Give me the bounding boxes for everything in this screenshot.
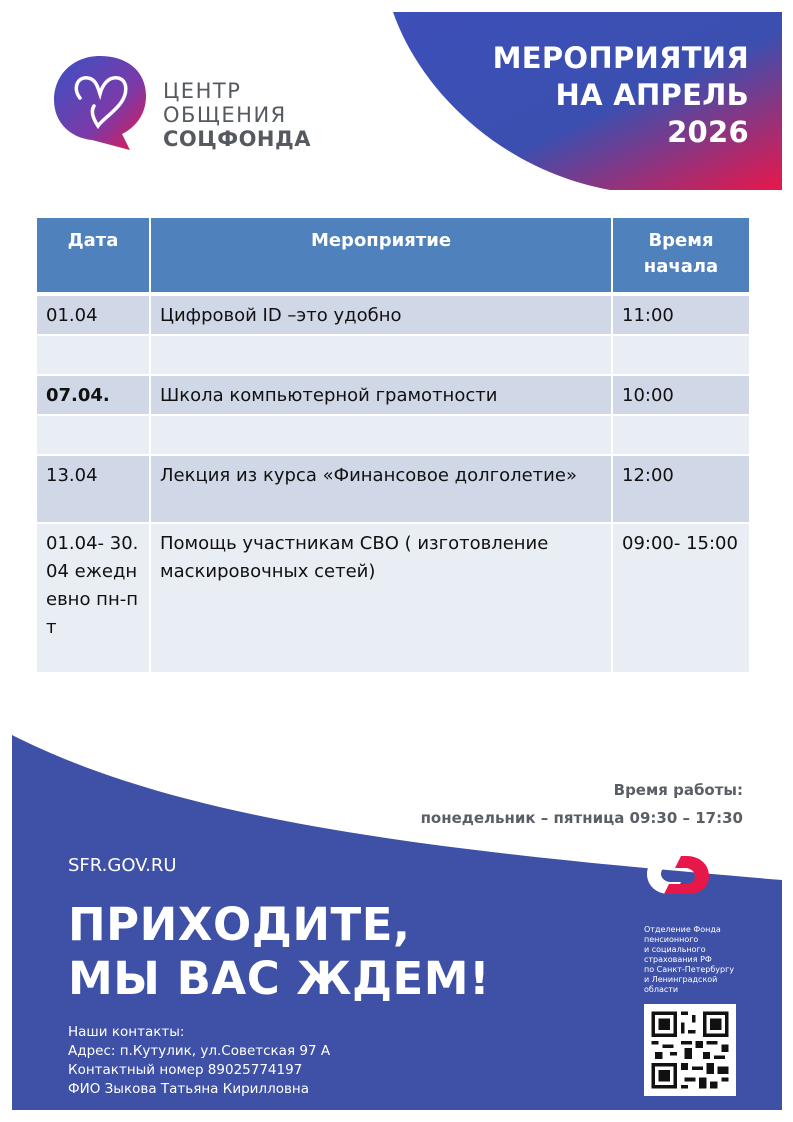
cell-date: 01.04 xyxy=(37,294,150,335)
logo-line-2: ОБЩЕНИЯ xyxy=(163,103,287,127)
slogan-line-2: МЫ ВАС ЖДЕМ! xyxy=(68,952,491,1005)
org-line: пенсионного xyxy=(644,935,699,944)
org-line: и социального xyxy=(644,945,706,954)
table-row xyxy=(37,415,749,455)
cell-time xyxy=(612,335,749,375)
cell-event: Школа компьютерной грамотности xyxy=(150,375,612,415)
table-header-row xyxy=(37,218,749,294)
page-title xyxy=(449,40,749,151)
cell-date xyxy=(37,415,150,455)
logo-line-3: СОЦФОНДА xyxy=(163,127,311,151)
table-row xyxy=(37,294,749,335)
contacts-phone: Контактный номер 89025774197 xyxy=(68,1062,303,1078)
contacts-address: Адрес: п.Кутулик, ул.Советская 97 А xyxy=(68,1043,331,1059)
cell-event xyxy=(150,335,612,375)
header-date: Дата xyxy=(37,218,150,294)
cell-event: Лекция из курса «Финансовое долголетие» xyxy=(150,455,612,523)
contacts-block xyxy=(68,1023,330,1099)
sfr-org-text xyxy=(644,925,764,995)
sfr-logo-icon xyxy=(643,852,713,898)
slogan-line-1: ПРИХОДИТЕ, xyxy=(68,898,411,951)
cell-time: 12:00 xyxy=(612,455,749,523)
cell-time: 09:00- 15:00 xyxy=(612,523,749,673)
title-line-3: 2026 xyxy=(667,115,749,149)
header-time: Время начала xyxy=(612,218,749,294)
cell-event: Помощь участникам СВО ( изготовление маскировочных сетей) xyxy=(150,523,612,673)
slogan xyxy=(68,898,490,1006)
org-line: по Санкт-Петербургу xyxy=(644,965,735,974)
heart-chat-logo-icon xyxy=(50,50,150,155)
cell-time: 10:00 xyxy=(612,375,749,415)
org-line: страхования РФ xyxy=(644,955,712,964)
cell-date xyxy=(37,335,150,375)
cell-event xyxy=(150,415,612,455)
table-row xyxy=(37,335,749,375)
cell-time xyxy=(612,415,749,455)
cell-date: 13.04 xyxy=(37,455,150,523)
table-row xyxy=(37,455,749,523)
table-row xyxy=(37,375,749,415)
cell-date: 01.04- 30.04 ежедневно пн-пт xyxy=(37,523,150,673)
org-line: области xyxy=(644,985,679,994)
cell-date: 07.04. xyxy=(37,375,150,415)
logo-line-1: ЦЕНТР xyxy=(163,79,242,103)
title-line-1: МЕРОПРИЯТИЯ xyxy=(492,41,749,75)
qr-code-icon[interactable] xyxy=(644,1004,736,1096)
events-table xyxy=(37,218,749,674)
table-row xyxy=(37,523,749,673)
org-line: и Ленинградской xyxy=(644,975,718,984)
title-line-2: НА АПРЕЛЬ xyxy=(555,78,749,112)
working-hours-value: понедельник – пятница 09:30 – 17:30 xyxy=(420,809,743,827)
logo-text xyxy=(163,79,311,151)
header-event: Мероприятие xyxy=(150,218,612,294)
contacts-person: ФИО Зыкова Татьяна Кирилловна xyxy=(68,1081,310,1097)
cell-time: 11:00 xyxy=(612,294,749,335)
site-link[interactable]: SFR.GOV.RU xyxy=(68,855,177,876)
contacts-title: Наши контакты: xyxy=(68,1024,185,1040)
org-line: Отделение Фонда xyxy=(644,925,721,934)
working-hours-title: Время работы: xyxy=(613,781,743,799)
cell-event: Цифровой ID –это удобно xyxy=(150,294,612,335)
